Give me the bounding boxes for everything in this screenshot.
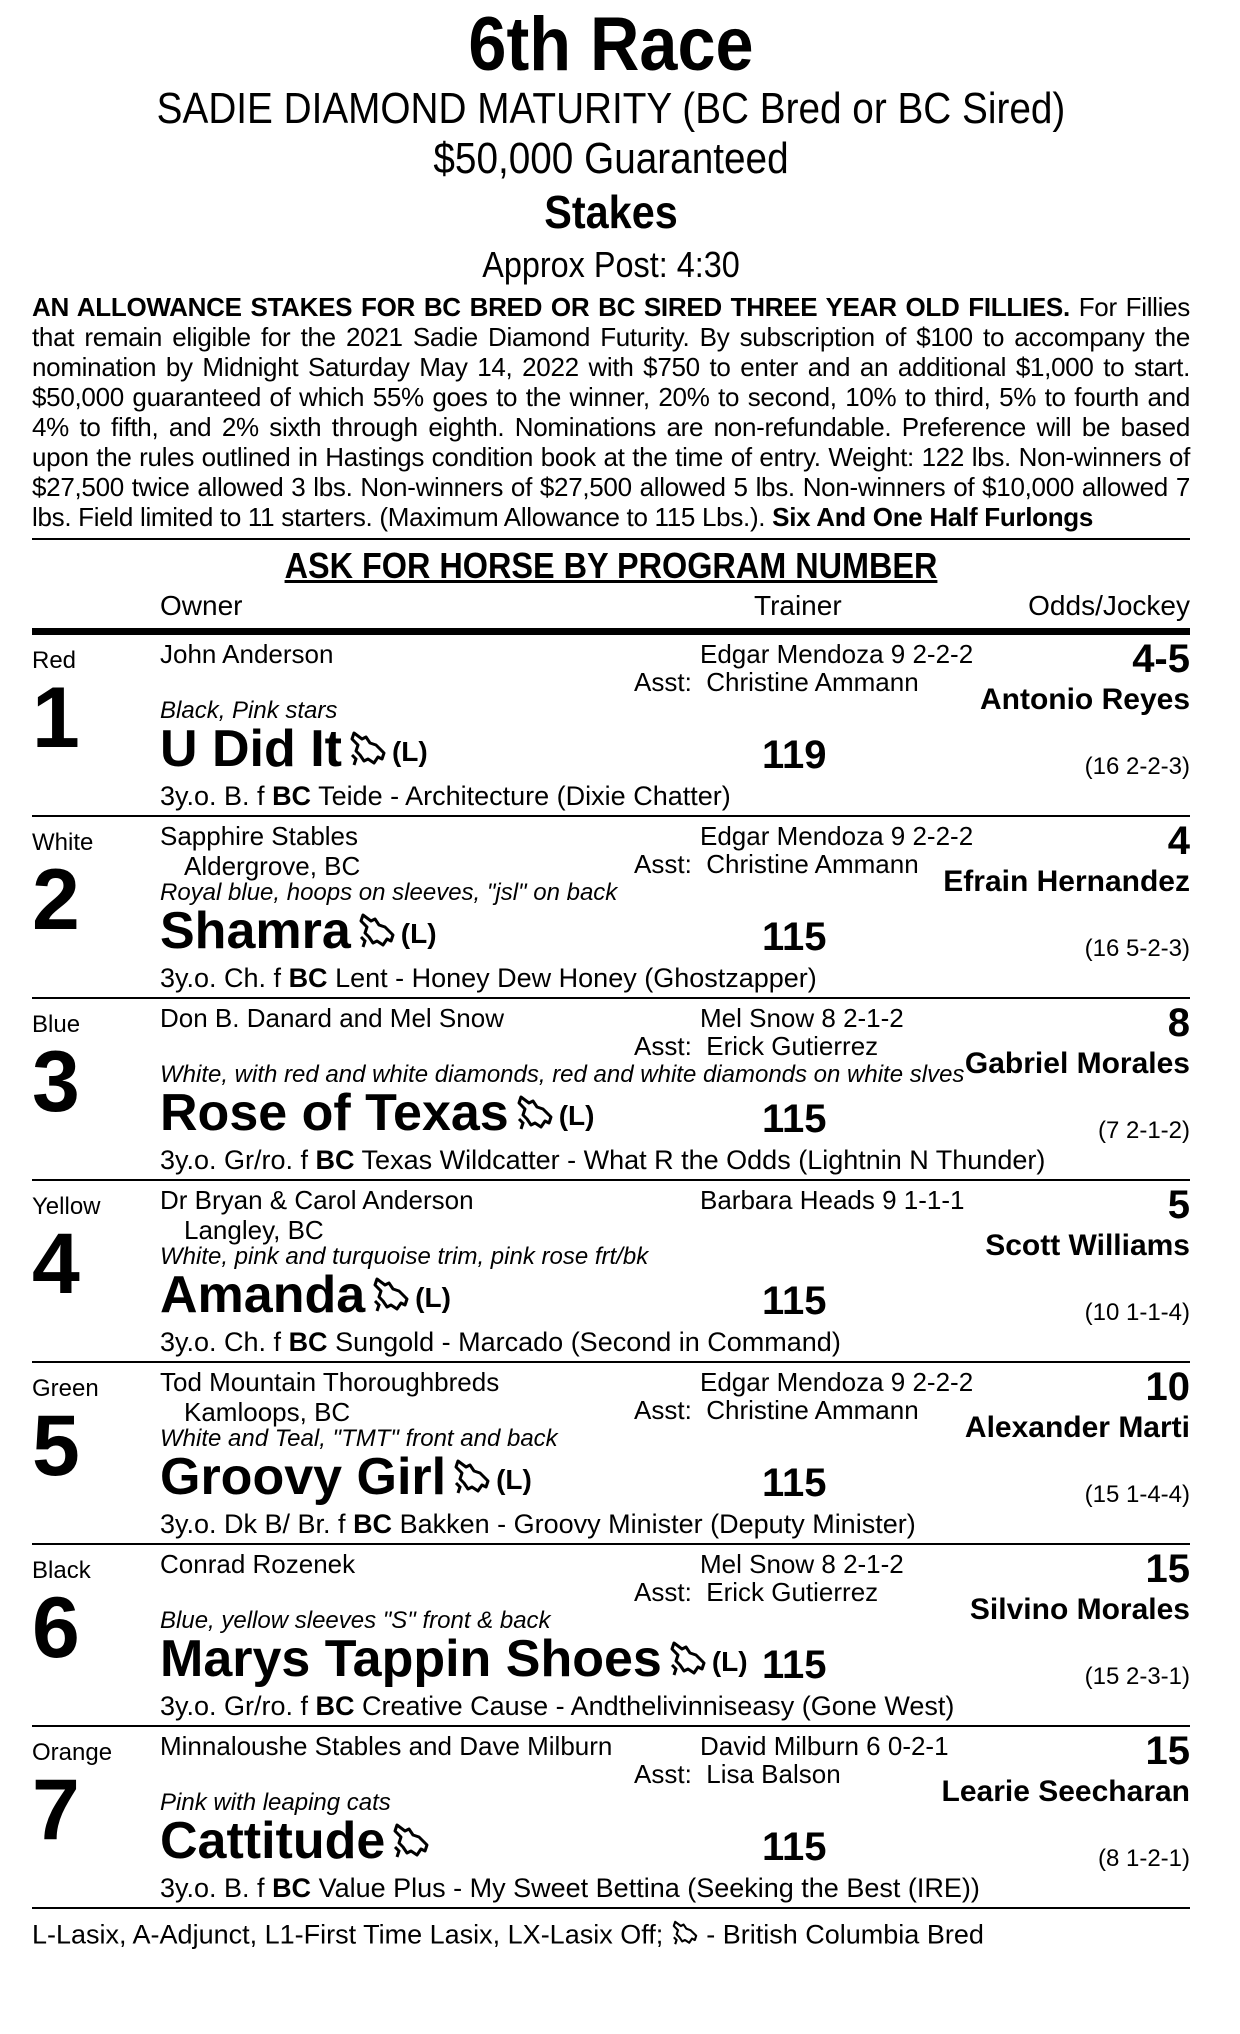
owner-name: Conrad Rozenek bbox=[160, 1549, 356, 1579]
breeding-line bbox=[160, 963, 817, 994]
horse-name-line bbox=[160, 1629, 748, 1692]
owner-name: Tod Mountain Thoroughbreds bbox=[160, 1367, 500, 1397]
saddle-cloth-color: Green bbox=[32, 1375, 99, 1402]
program-number: 3 bbox=[32, 1034, 80, 1130]
morning-line-odds: 4-5 bbox=[1132, 637, 1190, 681]
asst-label: Asst: bbox=[634, 1577, 692, 1607]
col-odds-jockey: Odds/Jockey bbox=[1028, 590, 1190, 621]
asst-label: Asst: bbox=[634, 1395, 692, 1425]
footer-legend bbox=[32, 1919, 1190, 1954]
horse-name: Amanda bbox=[160, 1266, 366, 1324]
race-purse: $50,000 Guaranteed bbox=[433, 134, 789, 183]
asst-name: Christine Ammann bbox=[706, 849, 919, 879]
assistant-trainer bbox=[634, 849, 919, 880]
saddle-cloth-color: Black bbox=[32, 1557, 91, 1584]
program-number: 5 bbox=[32, 1398, 80, 1494]
silks-description: White and Teal, "TMT" front and back bbox=[160, 1425, 558, 1452]
jockey-record: (15 2-3-1) bbox=[1084, 1663, 1190, 1690]
breeding-pedigree: Texas Wildcatter - What R the Odds (Lightnin N Thunder) bbox=[354, 1145, 1046, 1175]
divider bbox=[32, 538, 1190, 540]
bc-flag: BC bbox=[272, 1873, 312, 1903]
header-rule bbox=[32, 628, 1190, 635]
weight: 115 bbox=[762, 1279, 827, 1323]
breeding-pedigree: Value Plus - My Sweet Bettina (Seeking the Best (IRE)) bbox=[311, 1873, 980, 1903]
morning-line-odds: 8 bbox=[1167, 1001, 1190, 1045]
trainer: Barbara Heads 9 1-1-1 bbox=[700, 1185, 965, 1215]
jockey: Antonio Reyes bbox=[979, 683, 1190, 716]
horse-entry-1 bbox=[32, 635, 1190, 817]
owner-name: Sapphire Stables bbox=[160, 821, 359, 851]
program-number: 1 bbox=[32, 670, 80, 766]
saddle-cloth-color: Red bbox=[32, 647, 77, 674]
horse-name: Marys Tappin Shoes bbox=[160, 1630, 662, 1688]
silks-description: White, pink and turquoise trim, pink rose frt/bk bbox=[160, 1243, 649, 1270]
col-owner: Owner bbox=[160, 590, 243, 621]
horse-name: Shamra bbox=[160, 902, 351, 960]
breeding-line bbox=[160, 1509, 916, 1540]
assistant-trainer bbox=[634, 1759, 841, 1790]
breeding-line bbox=[160, 781, 731, 812]
assistant-trainer bbox=[634, 1031, 878, 1062]
owner-name: John Anderson bbox=[160, 639, 334, 669]
assistant-trainer bbox=[634, 1213, 648, 1244]
breeding-pedigree: Sungold - Marcado (Second in Command) bbox=[327, 1327, 841, 1357]
jockey-record: (15 1-4-4) bbox=[1084, 1481, 1190, 1508]
medication-flag: (L) bbox=[400, 918, 437, 950]
horse-name: Cattitude bbox=[160, 1812, 386, 1870]
assistant-trainer bbox=[634, 1395, 919, 1426]
trainer: Edgar Mendoza 9 2-2-2 bbox=[700, 821, 974, 851]
jockey-record: (16 5-2-3) bbox=[1084, 935, 1190, 962]
breeding-prefix: 3y.o. Gr/ro. f bbox=[160, 1691, 316, 1721]
bc-map-icon bbox=[452, 1450, 492, 1510]
medication-flag: (L) bbox=[711, 1646, 748, 1678]
jockey: Silvino Morales bbox=[969, 1593, 1190, 1626]
assistant-trainer bbox=[634, 667, 919, 698]
conditions-lead: AN ALLOWANCE STAKES FOR BC BRED OR BC SIRED THREE YEAR OLD FILLIES. bbox=[32, 292, 1070, 322]
bc-flag: BC bbox=[353, 1509, 393, 1539]
asst-label: Asst: bbox=[634, 1759, 692, 1789]
program-number: 4 bbox=[32, 1216, 80, 1312]
entries-list bbox=[32, 635, 1190, 1909]
horse-name-line bbox=[160, 1811, 435, 1874]
bc-flag: BC bbox=[272, 781, 312, 811]
bc-map-icon bbox=[668, 1632, 708, 1692]
horse-entry-5 bbox=[32, 1363, 1190, 1545]
saddle-cloth-color: Blue bbox=[32, 1011, 81, 1038]
breeding-pedigree: Creative Cause - Andthelivinniseasy (Gone West) bbox=[354, 1691, 955, 1721]
bc-flag: BC bbox=[315, 1691, 355, 1721]
race-header bbox=[32, 2, 1190, 288]
weight: 115 bbox=[762, 1825, 827, 1869]
silks-description: Black, Pink stars bbox=[160, 697, 338, 724]
horse-name-line bbox=[160, 1265, 451, 1328]
horse-name: Rose of Texas bbox=[160, 1084, 509, 1142]
race-name: SADIE DIAMOND MATURITY (BC Bred or BC Sired) bbox=[156, 84, 1066, 133]
weight: 115 bbox=[762, 915, 827, 959]
ask-banner: ASK FOR HORSE BY PROGRAM NUMBER bbox=[284, 545, 938, 586]
asst-name: Erick Gutierrez bbox=[706, 1577, 879, 1607]
breeding-line bbox=[160, 1145, 1045, 1176]
race-page bbox=[32, 0, 1190, 1954]
saddle-cloth-color: Orange bbox=[32, 1739, 113, 1766]
horse-entry-6 bbox=[32, 1545, 1190, 1727]
breeding-line bbox=[160, 1327, 841, 1358]
horse-entry-7 bbox=[32, 1727, 1190, 1909]
breeding-line bbox=[160, 1873, 980, 1904]
owner-location: Langley, BC bbox=[184, 1215, 324, 1245]
saddle-cloth-color: Yellow bbox=[32, 1193, 101, 1220]
jockey-record: (7 2-1-2) bbox=[1097, 1117, 1190, 1144]
trainer: Edgar Mendoza 9 2-2-2 bbox=[700, 1367, 974, 1397]
medication-flag: (L) bbox=[558, 1100, 595, 1132]
asst-label: Asst: bbox=[634, 667, 692, 697]
program-number: 7 bbox=[32, 1762, 80, 1858]
program-number: 6 bbox=[32, 1580, 80, 1676]
breeding-prefix: 3y.o. B. f bbox=[160, 1873, 273, 1903]
conditions-body: For Fillies that remain eligible for the 2021 Sadie Diamond Futurity. By subscription of $100 to accompany the nomination by Midnight Saturday May 14, 2022 with $750 to enter and an additional $1,000 to start. $50,000 guaranteed of which 55% goes to the winner, 20% to second, 10% to third, 5% to fourth and 4% to fifth, and 2% sixth through eighth. Nominations are non-refundable. Preference will be based upon the rules outlined in Hastings condition book at the time of entry. Weight: 122 lbs. Non-winners of $27,500 twice allowed 3 lbs. Non-winners of $27,500 allowed 5 lbs. Non-winners of $10,000 allowed 7 lbs. Field limited to 11 starters. (Maximum Allowance to 115 Lbs.). bbox=[32, 292, 1190, 532]
bc-map-icon bbox=[391, 1814, 431, 1874]
bc-flag: BC bbox=[288, 963, 328, 993]
bc-map-icon bbox=[371, 1268, 411, 1328]
bc-flag: BC bbox=[288, 1327, 328, 1357]
breeding-prefix: 3y.o. Ch. f bbox=[160, 963, 289, 993]
morning-line-odds: 15 bbox=[1145, 1729, 1190, 1773]
trainer: Edgar Mendoza 9 2-2-2 bbox=[700, 639, 974, 669]
weight: 119 bbox=[762, 733, 827, 777]
morning-line-odds: 15 bbox=[1145, 1547, 1190, 1591]
jockey: Learie Seecharan bbox=[941, 1775, 1190, 1808]
asst-label: Asst: bbox=[634, 1031, 692, 1061]
owner-location: Kamloops, BC bbox=[184, 1397, 351, 1427]
medication-flag: (L) bbox=[496, 1464, 532, 1496]
post-time: Approx Post: 4:30 bbox=[482, 244, 740, 285]
race-type: Stakes bbox=[544, 186, 678, 238]
bc-map-icon bbox=[357, 904, 397, 964]
horse-name: Groovy Girl bbox=[160, 1448, 447, 1506]
bc-map-icon bbox=[515, 1086, 555, 1146]
horse-name-line bbox=[160, 719, 428, 782]
saddle-cloth-color: White bbox=[32, 829, 94, 856]
silks-description: White, with red and white diamonds, red and white diamonds on white slves bbox=[160, 1061, 965, 1088]
lasix-legend: L-Lasix, A-Adjunct, L1-First Time Lasix, LX-Lasix Off; bbox=[32, 1919, 664, 1950]
medication-flag: (L) bbox=[415, 1282, 451, 1314]
weight: 115 bbox=[762, 1461, 827, 1505]
breeding-line bbox=[160, 1691, 954, 1722]
race-number: 6th Race bbox=[468, 2, 754, 87]
jockey: Gabriel Morales bbox=[964, 1047, 1190, 1080]
breeding-pedigree: Bakken - Groovy Minister (Deputy Minister) bbox=[392, 1509, 916, 1539]
asst-name: Christine Ammann bbox=[706, 667, 919, 697]
trainer: Mel Snow 8 2-1-2 bbox=[700, 1549, 904, 1579]
owner-name: Don B. Danard and Mel Snow bbox=[160, 1003, 504, 1033]
program-number: 2 bbox=[32, 852, 80, 948]
horse-entry-2 bbox=[32, 817, 1190, 999]
owner-name: Minnaloushe Stables and Dave Milburn bbox=[160, 1731, 613, 1761]
weight: 115 bbox=[762, 1643, 827, 1687]
silks-description: Blue, yellow sleeves "S" front & back bbox=[160, 1607, 551, 1634]
col-trainer: Trainer bbox=[754, 590, 842, 621]
morning-line-odds: 10 bbox=[1145, 1365, 1190, 1409]
silks-description: Pink with leaping cats bbox=[160, 1789, 391, 1816]
medication-flag: (L) bbox=[391, 736, 428, 768]
horse-name-line bbox=[160, 1447, 532, 1510]
owner-location: Aldergrove, BC bbox=[184, 851, 361, 881]
morning-line-odds: 5 bbox=[1167, 1183, 1190, 1227]
silks-description: Royal blue, hoops on sleeves, "jsl" on back bbox=[160, 879, 618, 906]
breeding-prefix: 3y.o. Dk B/ Br. f bbox=[160, 1509, 354, 1539]
bc-map-icon bbox=[348, 722, 388, 782]
assistant-trainer bbox=[634, 1577, 878, 1608]
breeding-prefix: 3y.o. Gr/ro. f bbox=[160, 1145, 316, 1175]
asst-name: Lisa Balson bbox=[706, 1759, 841, 1789]
horse-entry-3 bbox=[32, 999, 1190, 1181]
horse-name: U Did It bbox=[160, 720, 342, 778]
breeding-pedigree: Lent - Honey Dew Honey (Ghostzapper) bbox=[327, 963, 817, 993]
jockey-record: (8 1-2-1) bbox=[1097, 1845, 1190, 1872]
weight: 115 bbox=[762, 1097, 827, 1141]
horse-name-line bbox=[160, 1083, 594, 1146]
trainer: Mel Snow 8 2-1-2 bbox=[700, 1003, 904, 1033]
horse-entry-4 bbox=[32, 1181, 1190, 1363]
morning-line-odds: 4 bbox=[1167, 819, 1190, 863]
asst-name: Erick Gutierrez bbox=[706, 1031, 879, 1061]
race-conditions bbox=[32, 292, 1190, 532]
breeding-prefix: 3y.o. Ch. f bbox=[160, 1327, 289, 1357]
column-headers bbox=[32, 588, 1190, 628]
asst-label: Asst: bbox=[634, 849, 692, 879]
breeding-prefix: 3y.o. B. f bbox=[160, 781, 273, 811]
bc-legend: - British Columbia Bred bbox=[698, 1919, 984, 1950]
owner-name: Dr Bryan & Carol Anderson bbox=[160, 1185, 474, 1215]
bc-map-icon bbox=[671, 1919, 699, 1954]
jockey-record: (10 1-1-4) bbox=[1084, 1299, 1190, 1326]
jockey: Scott Williams bbox=[985, 1229, 1190, 1262]
jockey: Alexander Marti bbox=[964, 1411, 1190, 1444]
asst-name: Christine Ammann bbox=[706, 1395, 919, 1425]
breeding-pedigree: Teide - Architecture (Dixie Chatter) bbox=[311, 781, 731, 811]
bc-flag: BC bbox=[315, 1145, 355, 1175]
jockey: Efrain Hernandez bbox=[943, 865, 1190, 898]
horse-name-line bbox=[160, 901, 437, 964]
trainer: David Milburn 6 0-2-1 bbox=[700, 1731, 949, 1761]
race-distance: Six And One Half Furlongs bbox=[772, 502, 1094, 532]
jockey-record: (16 2-2-3) bbox=[1084, 753, 1190, 780]
